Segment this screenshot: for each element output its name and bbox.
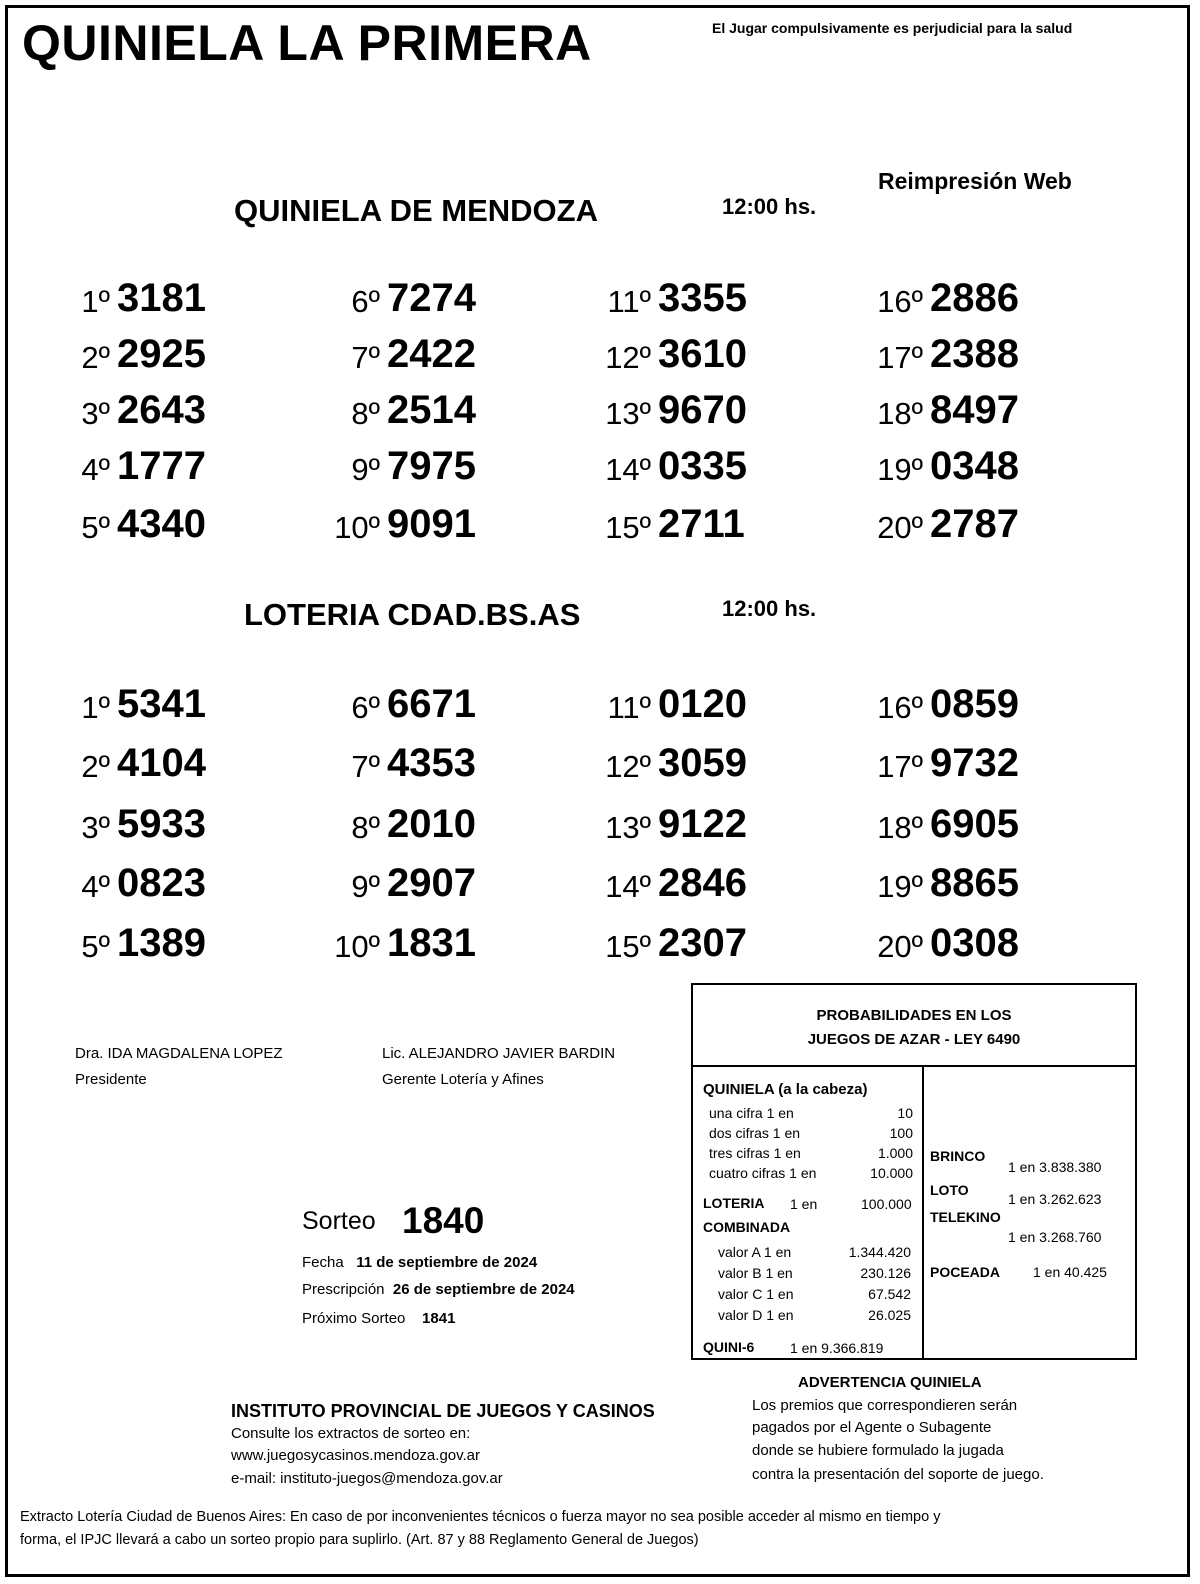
result-entry [50, 921, 250, 965]
result-entry [50, 332, 250, 376]
sorteo-label: Sorteo [302, 1207, 376, 1235]
result-position: 10º [334, 510, 380, 545]
institute-website-link[interactable]: www.juegosycasinos.mendoza.gov.ar [231, 1447, 481, 1464]
loteria-prob-title: LOTERIA [703, 1195, 765, 1211]
signer-left-role: Presidente [75, 1071, 147, 1088]
result-number: 9732 [930, 741, 1019, 785]
prob-row-value: 1.344.420 [848, 1244, 911, 1260]
result-entry [863, 921, 1063, 965]
advertencia-line: Los premios que correspondieren serán [752, 1397, 1018, 1414]
result-entry [320, 861, 520, 905]
result-number: 0823 [117, 861, 206, 905]
result-number: 8865 [930, 861, 1019, 905]
result-position: 13º [605, 810, 651, 845]
prob-row-label: valor A 1 en [718, 1244, 792, 1260]
result-entry [50, 682, 250, 726]
result-number: 0348 [930, 444, 1019, 488]
result-entry [591, 276, 791, 320]
result-entry [320, 332, 520, 376]
result-position: 6º [351, 690, 380, 725]
result-number: 2846 [658, 861, 747, 905]
result-position: 8º [351, 396, 380, 431]
fecha-label: Fecha [302, 1254, 344, 1271]
result-entry [863, 332, 1063, 376]
result-position: 6º [351, 284, 380, 319]
result-position: 1º [81, 690, 110, 725]
result-position: 5º [81, 510, 110, 545]
signer-right-role: Gerente Lotería y Afines [382, 1071, 544, 1088]
result-number: 4353 [387, 741, 476, 785]
result-number: 0308 [930, 921, 1019, 965]
quini6-prob-value: 1 en 9.366.819 [790, 1340, 884, 1356]
result-position: 9º [351, 452, 380, 487]
brinco-prob-value: 1 en 3.838.380 [1008, 1159, 1102, 1175]
result-number: 4104 [117, 741, 206, 785]
probabilities-divider [922, 1067, 924, 1360]
result-entry [50, 502, 250, 546]
result-entry [320, 921, 520, 965]
result-entry [591, 802, 791, 846]
result-entry [320, 682, 520, 726]
result-number: 4340 [117, 502, 206, 546]
signer-right-name: Lic. ALEJANDRO JAVIER BARDIN [382, 1045, 616, 1062]
result-entry [863, 444, 1063, 488]
result-number: 2514 [387, 388, 476, 432]
prob-row-label: una cifra 1 en [709, 1105, 794, 1121]
result-number: 2388 [930, 332, 1019, 376]
reprint-label: Reimpresión Web [878, 168, 1072, 194]
prob-row-label: cuatro cifras 1 en [709, 1165, 817, 1181]
institute-name: INSTITUTO PROVINCIAL DE JUEGOS Y CASINOS [231, 1401, 655, 1421]
result-position: 7º [351, 340, 380, 375]
result-position: 18º [877, 810, 923, 845]
advertencia-line: donde se hubiere formulado la jugada [752, 1442, 1004, 1459]
result-position: 4º [81, 869, 110, 904]
result-number: 9122 [658, 802, 747, 846]
result-position: 17º [877, 340, 923, 375]
result-entry [863, 682, 1063, 726]
proximo-value: 1841 [422, 1310, 456, 1327]
result-number: 3610 [658, 332, 747, 376]
result-number: 1831 [387, 921, 476, 965]
combinada-prob-title: COMBINADA [703, 1219, 791, 1235]
result-number: 7274 [387, 276, 476, 320]
brinco-prob-title: BRINCO [930, 1148, 986, 1164]
loto-prob-value: 1 en 3.262.623 [1008, 1191, 1102, 1207]
prob-row-value: 230.126 [860, 1265, 911, 1281]
result-number: 1777 [117, 444, 206, 488]
loto-prob-title: LOTO [930, 1182, 969, 1198]
result-position: 16º [877, 690, 923, 725]
prob-row-value: 100 [889, 1125, 913, 1141]
result-entry [320, 502, 520, 546]
sorteo-number: 1840 [402, 1200, 485, 1241]
result-position: 3º [81, 396, 110, 431]
footer-note-line1: Extracto Lotería Ciudad de Buenos Aires: En caso de por inconvenientes técnicos o fuerza mayor no sea posible acceder al mismo en tiempo y [20, 1509, 941, 1525]
result-entry [591, 502, 791, 546]
result-number: 2010 [387, 802, 476, 846]
mendoza-section-time: 12:00 hs. [722, 194, 817, 219]
result-entry [591, 444, 791, 488]
result-entry [591, 682, 791, 726]
result-number: 2907 [387, 861, 476, 905]
result-entry [863, 502, 1063, 546]
prob-row-label: dos cifras 1 en [709, 1125, 801, 1141]
result-number: 2925 [117, 332, 206, 376]
prob-row-value: 10.000 [870, 1165, 913, 1181]
prob-row-label: valor B 1 en [718, 1265, 793, 1281]
result-position: 14º [605, 452, 651, 487]
institute-email-link[interactable]: e-mail: instituto-juegos@mendoza.gov.ar [231, 1470, 503, 1487]
result-entry [50, 444, 250, 488]
result-position: 15º [605, 929, 651, 964]
result-position: 16º [877, 284, 923, 319]
prescripcion-value: 26 de septiembre de 2024 [392, 1281, 575, 1298]
result-entry [320, 388, 520, 432]
result-position: 5º [81, 929, 110, 964]
result-entry [320, 741, 520, 785]
result-number: 2711 [658, 502, 745, 546]
institute-consult-text: Consulte los extractos de sorteo en: [231, 1425, 471, 1442]
result-position: 13º [605, 396, 651, 431]
result-entry [50, 861, 250, 905]
prob-row-label: tres cifras 1 en [709, 1145, 801, 1161]
prob-row-value: 26.025 [868, 1307, 911, 1323]
poceada-prob-value: 1 en 40.425 [1033, 1264, 1107, 1280]
result-position: 19º [877, 869, 923, 904]
bsas-section-time: 12:00 hs. [722, 596, 817, 621]
proximo-label: Próximo Sorteo [302, 1310, 406, 1327]
result-number: 0120 [658, 682, 747, 726]
prob-row-label: valor D 1 en [718, 1307, 794, 1323]
result-entry [591, 741, 791, 785]
telekino-prob-value: 1 en 3.268.760 [1008, 1229, 1102, 1245]
bsas-section-title: LOTERIA CDAD.BS.AS [244, 597, 581, 632]
result-number: 8497 [930, 388, 1019, 432]
result-number: 6905 [930, 802, 1019, 846]
result-entry [50, 741, 250, 785]
result-entry [320, 802, 520, 846]
result-entry [863, 802, 1063, 846]
prob-row-value: 67.542 [868, 1286, 911, 1302]
result-number: 2787 [930, 502, 1019, 546]
result-entry [591, 388, 791, 432]
result-position: 17º [877, 749, 923, 784]
probabilities-title-line1: PROBABILIDADES EN LOS [816, 1007, 1012, 1024]
result-number: 2643 [117, 388, 206, 432]
result-position: 11º [607, 284, 651, 319]
result-position: 9º [351, 869, 380, 904]
result-number: 9670 [658, 388, 747, 432]
prescripcion-label: Prescripción [302, 1281, 385, 1298]
result-position: 2º [81, 749, 110, 784]
proximo-row [302, 1310, 455, 1327]
result-entry [591, 921, 791, 965]
mendoza-section-title: QUINIELA DE MENDOZA [234, 193, 598, 228]
health-warning: El Jugar compulsivamente es perjudicial para la salud [712, 20, 1073, 36]
result-position: 4º [81, 452, 110, 487]
quiniela-prob-title: QUINIELA (a la cabeza) [703, 1081, 868, 1098]
result-number: 3181 [117, 276, 206, 320]
result-number: 5933 [117, 802, 206, 846]
page-title: QUINIELA LA PRIMERA [22, 15, 592, 71]
prob-row-label: valor C 1 en [718, 1286, 794, 1302]
result-position: 3º [81, 810, 110, 845]
result-number: 1389 [117, 921, 206, 965]
result-number: 0335 [658, 444, 747, 488]
result-entry [50, 276, 250, 320]
prob-row-value: 1.000 [877, 1145, 913, 1161]
fecha-value: 11 de septiembre de 2024 [356, 1254, 538, 1271]
prescripcion-row [302, 1281, 575, 1298]
poceada-prob-title: POCEADA [930, 1264, 1001, 1280]
footer-note-line2: forma, el IPJC llevará a cabo un sorteo propio para suplirlo. (Art. 87 y 88 Reglamento General de Juegos) [20, 1532, 699, 1548]
result-position: 11º [607, 690, 651, 725]
result-entry [591, 861, 791, 905]
result-number: 6671 [387, 682, 476, 726]
signer-left-name: Dra. IDA MAGDALENA LOPEZ [75, 1045, 283, 1062]
result-position: 19º [877, 452, 923, 487]
result-number: 3355 [658, 276, 747, 320]
result-position: 14º [605, 869, 651, 904]
result-position: 1º [81, 284, 110, 319]
advertencia-title: ADVERTENCIA QUINIELA [798, 1374, 982, 1391]
result-position: 18º [877, 396, 923, 431]
result-entry [320, 276, 520, 320]
probabilities-title-line2: JUEGOS DE AZAR - LEY 6490 [807, 1031, 1021, 1048]
loteria-prob-label: 1 en [790, 1196, 818, 1212]
result-position: 20º [877, 929, 923, 964]
result-position: 10º [334, 929, 380, 964]
result-position: 15º [605, 510, 651, 545]
telekino-prob-title: TELEKINO [930, 1209, 1001, 1225]
result-number: 2422 [387, 332, 476, 376]
result-entry [863, 741, 1063, 785]
prob-row-value: 10 [897, 1105, 913, 1121]
result-entry [863, 861, 1063, 905]
result-number: 0859 [930, 682, 1019, 726]
advertencia-line: contra la presentación del soporte de juego. [752, 1466, 1044, 1483]
probabilities-box [691, 983, 1137, 1360]
result-entry [863, 388, 1063, 432]
fecha-row [302, 1254, 537, 1271]
result-position: 12º [605, 749, 651, 784]
result-number: 2307 [658, 921, 747, 965]
result-position: 2º [81, 340, 110, 375]
result-position: 20º [877, 510, 923, 545]
result-entry [50, 388, 250, 432]
probabilities-header [693, 985, 1135, 1067]
result-entry [591, 332, 791, 376]
result-number: 3059 [658, 741, 747, 785]
result-position: 12º [605, 340, 651, 375]
result-number: 2886 [930, 276, 1019, 320]
advertencia-line: pagados por el Agente o Subagente [752, 1419, 992, 1436]
result-number: 5341 [117, 682, 206, 726]
result-entry [320, 444, 520, 488]
result-entry [863, 276, 1063, 320]
result-number: 9091 [387, 502, 476, 546]
result-position: 8º [351, 810, 380, 845]
loteria-prob-value: 100.000 [861, 1196, 912, 1212]
result-entry [50, 802, 250, 846]
quini6-prob-title: QUINI-6 [703, 1339, 755, 1355]
result-number: 7975 [387, 444, 476, 488]
result-position: 7º [351, 749, 380, 784]
